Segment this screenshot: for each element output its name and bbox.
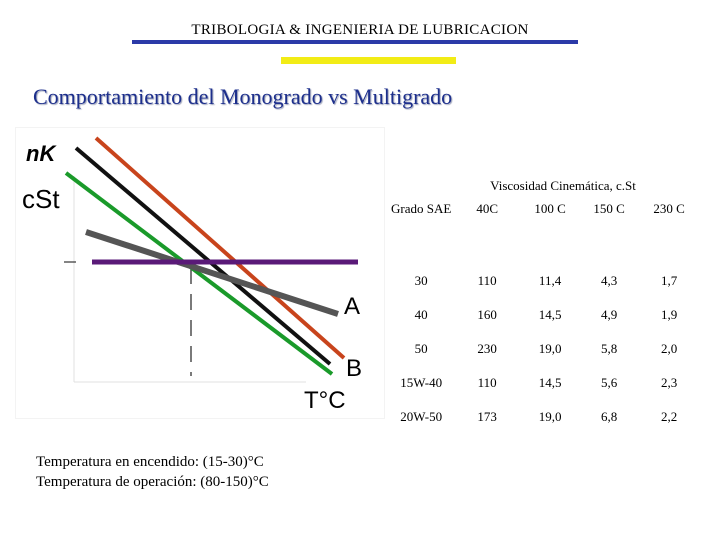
diagram-svg [16,128,384,418]
cell-value: 230 [477,341,497,356]
cell-value: 14,5 [538,307,562,322]
line-gray [86,232,338,314]
label-a: A [344,293,361,320]
cell-value: 2,3 [660,375,678,390]
table-row [388,400,700,434]
header-rule [132,40,578,44]
slide-title: Comportamiento del Monogrado vs Multigrado [33,84,453,109]
line-black [76,148,330,364]
line-green [66,173,332,374]
cell-value: 2,2 [660,409,678,424]
cell-grade: 20W-50 [400,409,443,424]
cell-value: 4,3 [601,273,618,288]
table-header-row [388,200,700,264]
note-operating-temperature: Temperatura de operación: (80-150)°C [36,474,269,490]
cell-value: 173 [477,409,497,424]
cell-value: 1,9 [660,307,678,322]
cell-value: 6,8 [601,409,618,424]
cell-grade: 15W-40 [400,375,443,390]
table-row [388,332,700,366]
col-header-150c: 150 C [593,201,625,216]
header-title: TRIBOLOGIA & INGENIERIA DE LUBRICACION [191,22,529,38]
col-header-40c: 40C [476,201,498,216]
viscosity-temperature-diagram [16,128,384,418]
y-label-nk: nK [26,141,56,166]
header-accent-bar [281,57,456,64]
cell-value: 1,7 [660,273,678,288]
col-header-230c: 230 C [653,201,685,216]
cell-value: 4,9 [601,307,618,322]
table-caption: Viscosidad Cinemática, c.St [490,178,636,193]
x-label-temperature: T°C [304,387,346,414]
cell-value: 160 [477,307,497,322]
table-row [388,264,700,298]
cell-grade: 30 [414,273,428,288]
cell-value: 19,0 [538,409,562,424]
col-header-grade: Grado SAE [390,201,452,216]
cell-value: 5,6 [601,375,618,390]
cell-value: 110 [477,375,497,390]
cell-value: 2,0 [660,341,678,356]
table-row [388,298,700,332]
label-b: B [346,355,363,382]
cell-value: 110 [477,273,497,288]
table-row [388,366,700,400]
col-header-100c: 100 C [534,201,566,216]
temperature-notes [36,452,269,492]
viscosity-table [388,200,700,434]
cell-value: 14,5 [538,375,562,390]
cell-value: 19,0 [538,341,562,356]
note-startup-temperature: Temperatura en encendido: (15-30)°C [36,454,264,470]
cell-value: 11,4 [538,273,562,288]
cell-grade: 50 [414,341,428,356]
y-label-cst: cSt [22,184,60,214]
cell-grade: 40 [414,307,428,322]
cell-value: 5,8 [601,341,618,356]
